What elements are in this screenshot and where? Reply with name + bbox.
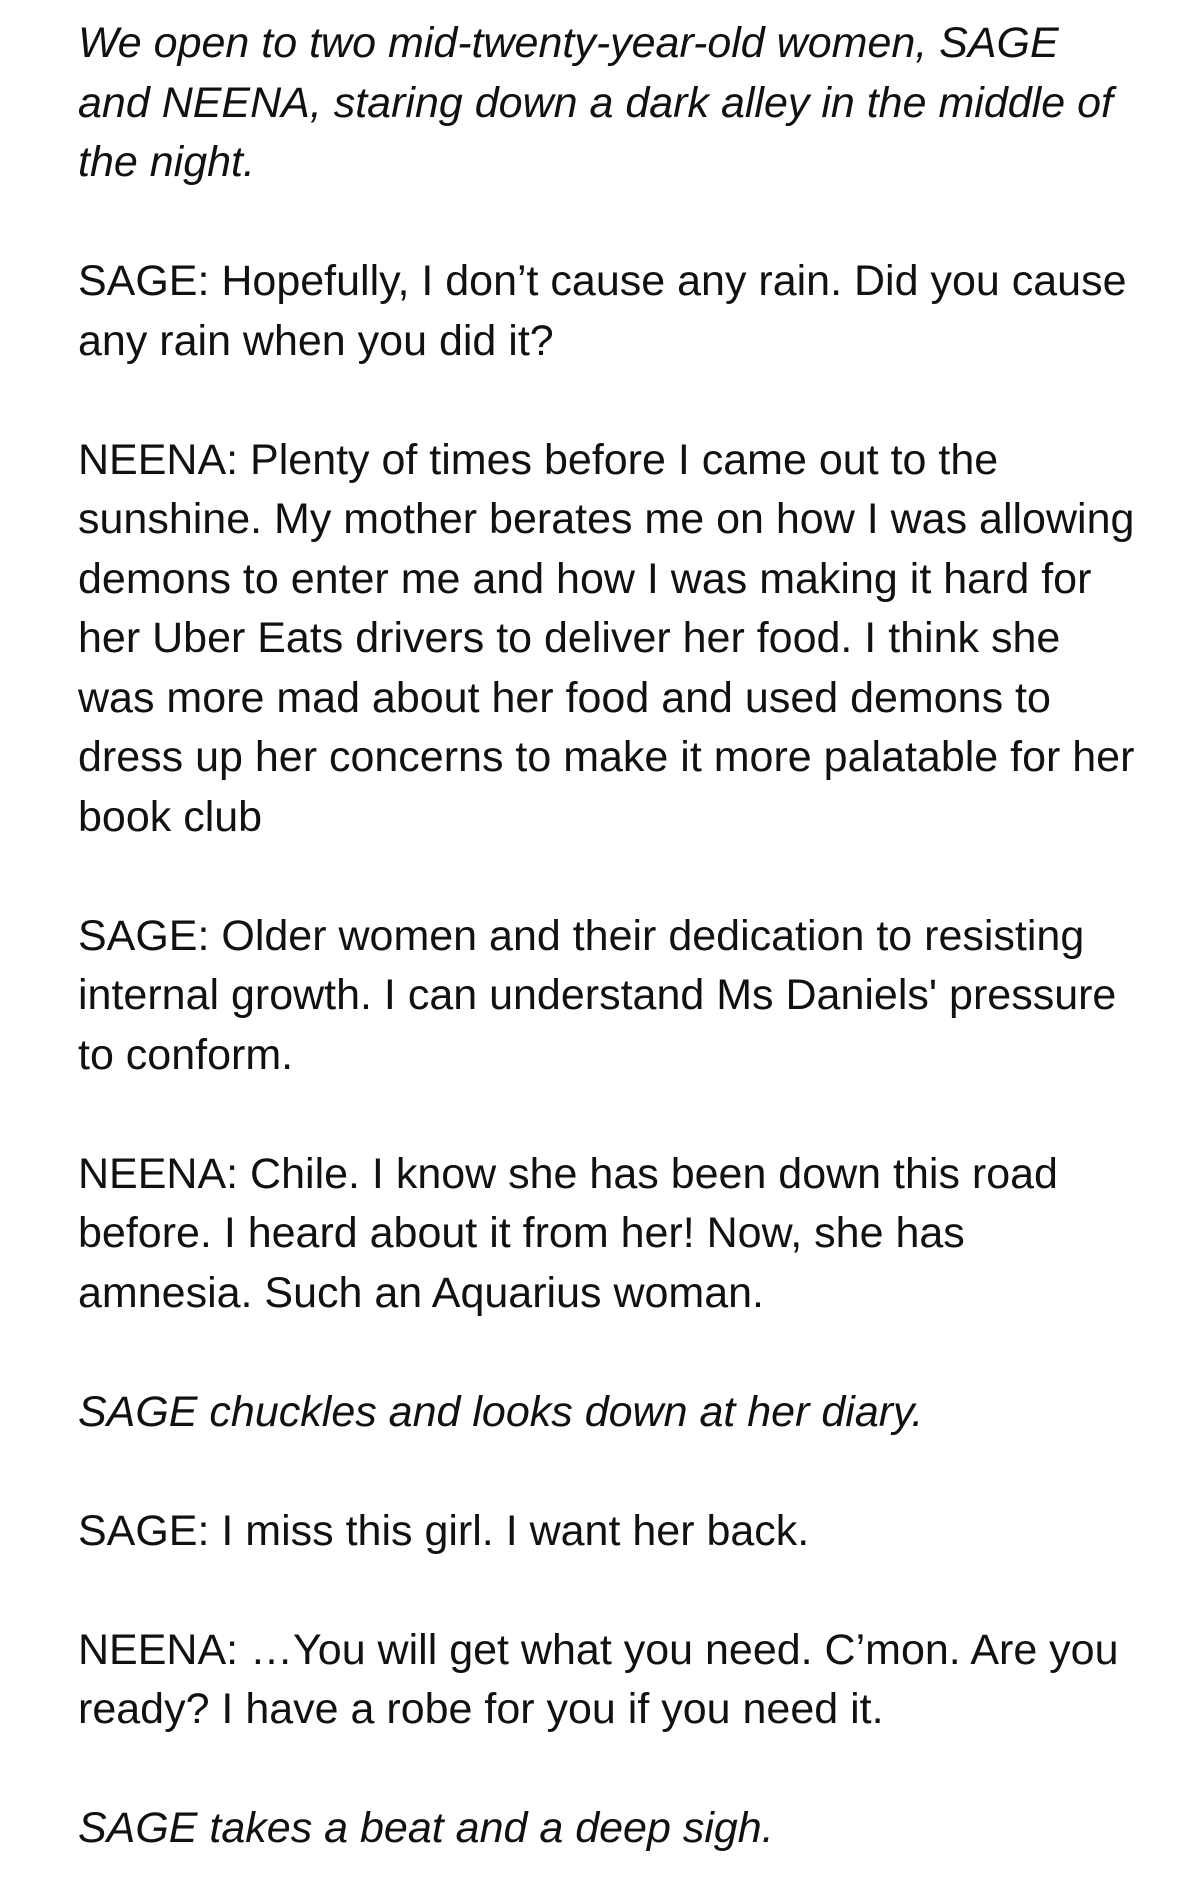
dialogue-neena-mother: NEENA: Plenty of times before I came out to the sunshine. My mother berates me on how I was allowing demons to enter me and how I was making it hard for her Uber Eats drivers to deliver her food. I think she was more mad about her food and used demons to dress up her concerns to make it more palatable for her book club (78, 435, 1135, 841)
dialogue-neena-ready: NEENA: …You will get what you need. C’mon. Are you ready? I have a robe for you if you need it. (78, 1625, 1119, 1733)
script-page (78, 14, 1138, 1859)
dialogue-sage-older-women: SAGE: Older women and their dedication to resisting internal growth. I can understand Ms Daniels' pressure to conform. (78, 911, 1117, 1079)
stage-direction-sigh: SAGE takes a beat and a deep sigh. (78, 1804, 774, 1852)
stage-direction-opening: We open to two mid-twenty-year-old women, SAGE and NEENA, staring down a dark alley in the middle of the night. (78, 19, 1113, 186)
dialogue-neena-chile: NEENA: Chile. I know she has been down this road before. I heard about it from her! Now, she has amnesia. Such an Aquarius woman. (78, 1149, 1058, 1317)
dialogue-sage-rain: SAGE: Hopefully, I don’t cause any rain. Did you cause any rain when you did it? (78, 257, 1127, 365)
dialogue-sage-miss-girl: SAGE: I miss this girl. I want her back. (78, 1506, 810, 1555)
stage-direction-chuckles: SAGE chuckles and looks down at her diary. (78, 1387, 924, 1436)
